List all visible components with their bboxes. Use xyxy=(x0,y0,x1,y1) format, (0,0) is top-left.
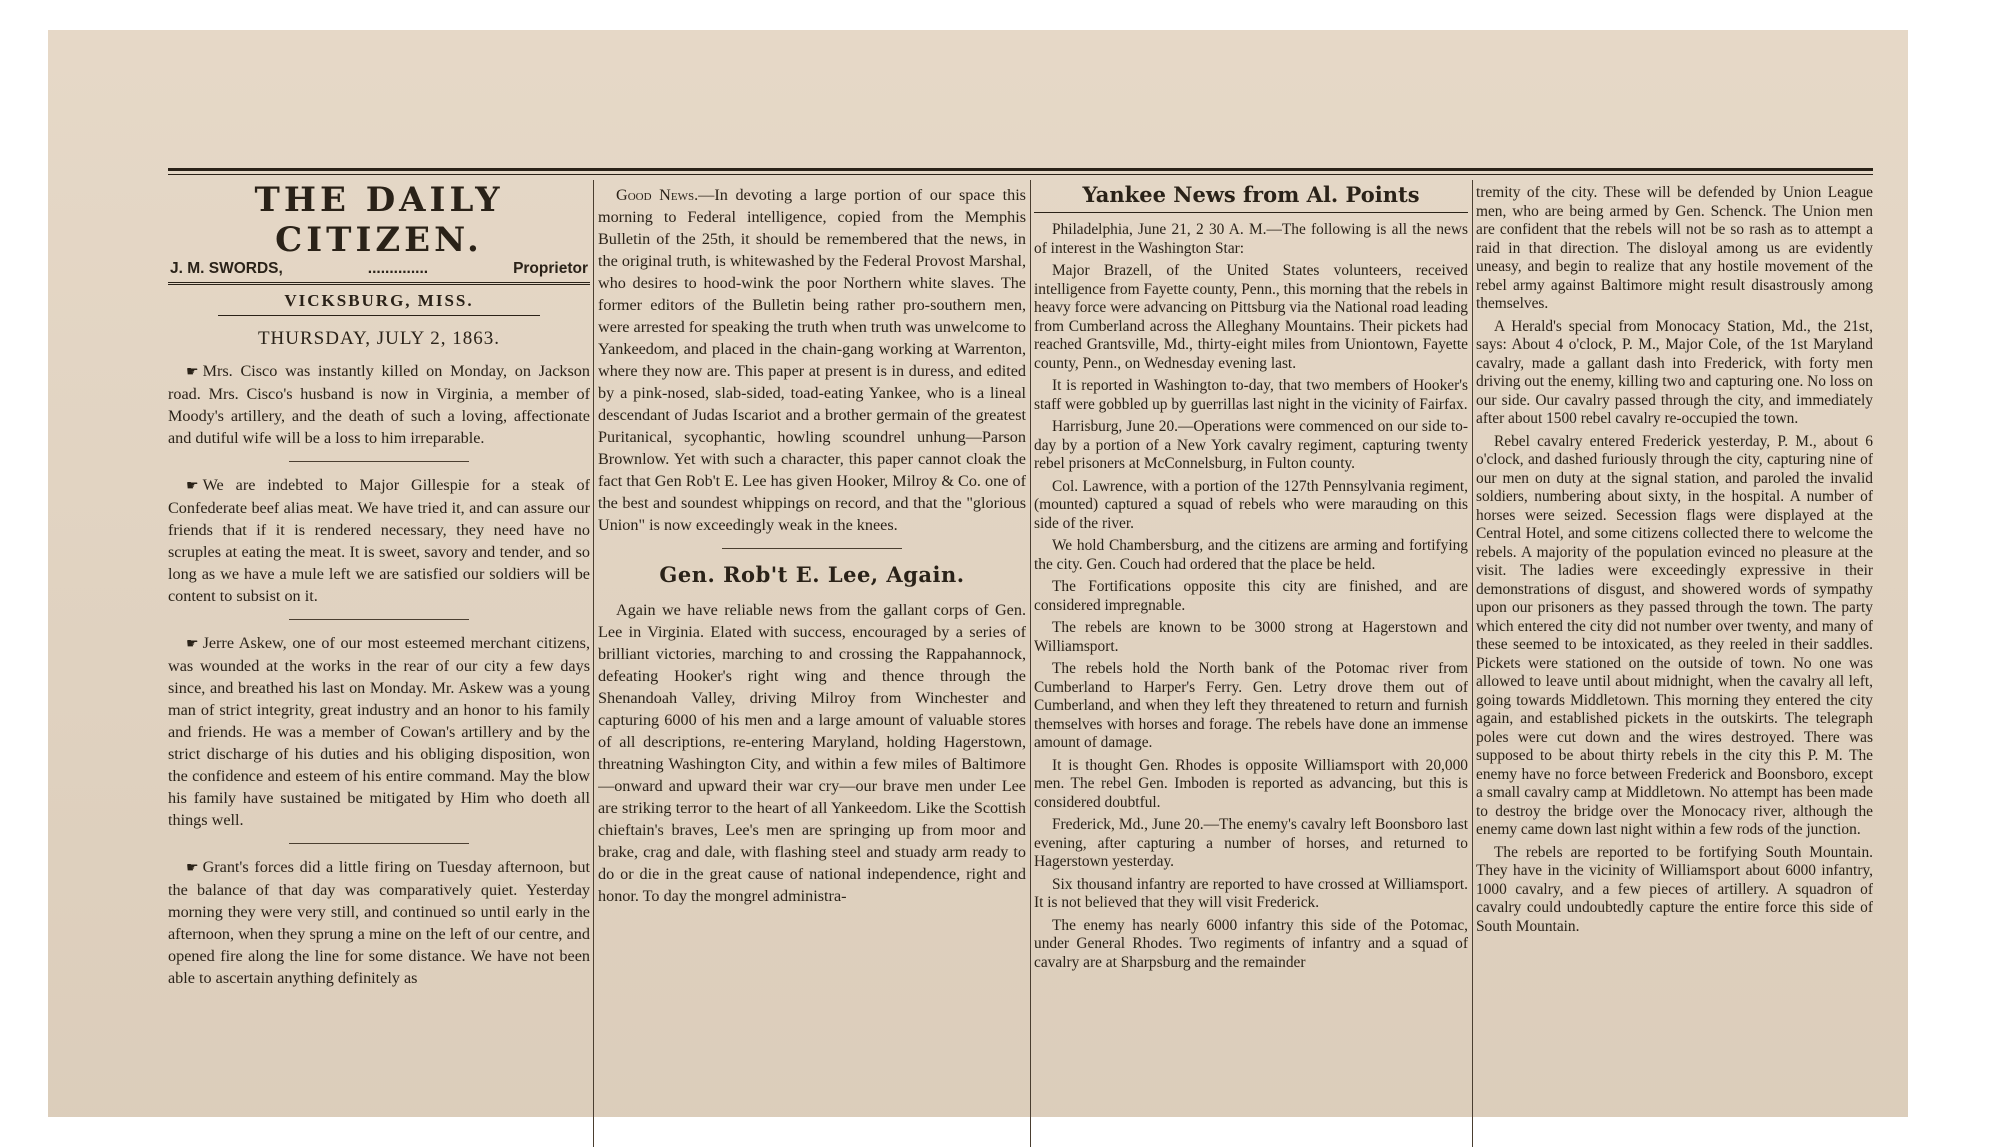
proprietor-name: J. M. SWORDS, xyxy=(170,260,283,277)
date-line: THURSDAY, JULY 2, 1863. xyxy=(257,328,501,349)
column-rule-3 xyxy=(1472,180,1473,1147)
column-rule-2 xyxy=(1030,180,1031,1147)
pointing-hand-icon: ☛ xyxy=(186,364,199,380)
dispatch-paragraph: Frederick, Md., June 20.—The enemy's cavalry left Boonsboro last evening, after capturing a number of horses, and returned to Hagerstown yesterday. xyxy=(1034,816,1468,870)
dispatch-paragraph: Col. Lawrence, with a portion of the 127th Pennsylvania regiment, (mounted) captured a squad of rebels who were marauding on this side of the river. xyxy=(1034,477,1468,532)
column-3 xyxy=(1034,184,1468,1147)
dispatch-paragraph: The rebels hold the North bank of the Potomac river from Cumberland to Harper's Ferry. Gen. Letry drove them out of Cumberland, and when they left they threatened to return and furnish themselves with horses and forage. The rebels have done an immense amount of damage. xyxy=(1034,660,1468,751)
item-divider xyxy=(289,461,469,462)
pointing-hand-icon: ☛ xyxy=(186,478,199,494)
top-rule-thin xyxy=(168,174,1873,175)
dispatch-paragraph: It is thought Gen. Rhodes is opposite Williamsport with 20,000 men. The rebel Gen. Imboden is reported as advancing, but this is considered doubtful. xyxy=(1034,756,1468,811)
pointing-hand-icon: ☛ xyxy=(186,860,199,876)
item-divider xyxy=(722,548,902,549)
column-2 xyxy=(598,184,1026,1147)
column-4 xyxy=(1476,184,1873,1147)
yankee-news-headline: Yankee News from Al. Points xyxy=(1034,184,1468,213)
dispatch-paragraph: The Fortifications opposite this city are finished, and are considered impregnable. xyxy=(1034,578,1468,614)
item-divider xyxy=(289,843,469,844)
good-news-lead: Good News. xyxy=(616,186,699,204)
lee-article: Again we have reliable news from the gallant corps of Gen. Lee in Virginia. Elated with success, encouraged by a series of brilliant victories, marching to and crossing the Rappahannock, defeating Hooker's right wing and thence through the Shenandoah Valley, driving Milroy from Winchester and capturing 6000 of his men and a large amount of valuable stores of all descriptions, re-entering Maryland, holding Hagerstown, threatning Washington City, and within a few miles of Baltimore—onward and upward their war cry—our brave men under Lee are striking terror to the heart of all Yankeedom. Like the Scottish chieftain's braves, Lee's men are springing up from moor and brake, crag and dale, with flashing steel and stuady arm ready to do or die in the great cause of national independence, right and honor. To day the mongrel administra- xyxy=(598,601,1026,905)
item-divider xyxy=(289,619,469,620)
dispatch-paragraph: Rebel cavalry entered Frederick yesterday, P. M., about 6 o'clock, and dashed furiously through the city, capturing nine of our men on duty at the signal station, and paroled the invalid soldiers, numbering about sixty, in the hospital. A number of horses were seized. Secession flags were displayed at the Central Hotel, and some citizens collected there to welcome the rebels. A majority of the population evinced no pleasure at the visit. The ladies were exceedingly expressive in their demonstrations of disgust, and showered words of sympathy upon our prisoners as they passed through the town. The party which entered the city did not number over twenty, and many of these seemed to be intoxicated, as they reeled in their saddles. Pickets were stationed on the outside of town. No one was allowed to leave until about midnight, when the cavalry all left, going towards Middletown. This morning they entered the city again, and established pickets in the outskirts. The telegraph poles were cut down and the wires destroyed. There was supposed to be about thirty rebels in the city this P. M. The enemy have no force between Frederick and Boonsboro, except a small cavalry camp at Middletown. No attempt has been made to destroy the bridge over the Monocacy river, although the enemy came down last night within a few rods of the junction. xyxy=(1476,432,1873,838)
good-news-article: Good News.—In devoting a large portion of our space this morning to Federal intelligence, copied from the Memphis Bulletin of the 25th, it should be remembered that the news, in the original truth, is whitewashed by the Federal Provost Marshal, who desires to hood-wink the poor Northern white slaves. The former editors of the Bulletin being rather pro-southern men, were arrested for speaking the truth when truth was unwelcome to Yankeedom, and placed in the chain-gang working at Warrenton, where they now are. This paper at present is in duress, and edited by a pink-nosed, slab-sided, toad-eating Yankee, who is a lineal descendant of Judas Iscariot and a brother germain of the greatest Puritanical, sycophantic, howling scoundrel unhung—Parson Brownlow. Yet with such a character, this paper cannot cloak the fact that Gen Rob't E. Lee has given Hooker, Milroy & Co. one of the best and soundest whippings on record, and that the "glorious Union" is now exceedingly weak in the knees. xyxy=(598,186,1026,534)
dispatch-paragraph: We hold Chambersburg, and the citizens are arming and fortifying the city. Gen. Couch had ordered that the place be held. xyxy=(1034,537,1468,573)
news-item-grant: ☛ Grant's forces did a little firing on Tuesday afternoon, but the balance of that day was comparatively quiet. Yesterday morning they were very still, and continued so until early in the afternoon, when they sprung a mine on the left of our centre, and opened fire along the line for some distance. We have not been able to ascertain anything definitely as xyxy=(168,858,590,987)
place-line: VICKSBURG, MISS. xyxy=(218,285,540,316)
dispatch-paragraph: It is reported in Washington to-day, that two members of Hooker's staff were gobbled up by guerrillas last night in the vicinity of Fairfax. xyxy=(1034,377,1468,413)
lee-headline: Gen. Rob't E. Lee, Again. xyxy=(659,562,965,587)
dispatch-paragraph: tremity of the city. These will be defended by Union League men, who are being armed by Gen. Schenck. The Union men are confident that the rebels will not be so rash as to attempt a raid in that direction. The disloyal among us are evidently uneasy, and begin to realize that any hostile movement of the rebel army against Baltimore might result disastrously among themselves. xyxy=(1476,184,1873,312)
dispatch-paragraph: The rebels are known to be 3000 strong at Hagerstown and Williamsport. xyxy=(1034,619,1468,655)
top-rule xyxy=(168,168,1873,171)
news-item-askew: ☛ Jerre Askew, one of our most esteemed merchant citizens, was wounded at the works in the rear of our city a few days since, and breathed his last on Monday. Mr. Askew was a young man of strict integrity, great industry and an honor to his family and friends. He was a member of Cowan's artillery and by the strict discharge of his duties and his obliging disposition, won the confidence and esteem of his entire command. May the blow his family have sustained be mitigated by Him who doeth all things well. xyxy=(168,634,590,829)
news-item-cisco: ☛ Mrs. Cisco was instantly killed on Monday, on Jackson road. Mrs. Cisco's husband is now in Virginia, a member of Moody's artillery, and the death of such a loving, affectionate and dutiful wife will be a loss to him irreparable. xyxy=(168,362,590,447)
dispatch-paragraph: Major Brazell, of the United States volunteers, received intelligence from Fayette county, Penn., this morning that the rebels in heavy force were advancing on Pittsburg via the National road leading from Cumberland across the Alleghany Mountains. Their pickets had reached Grantsville, Md., thirty-eight miles from Uniontown, Fayette county, Penn., on Wednesday evening last. xyxy=(1034,262,1468,372)
masthead-title: THE DAILY CITIZEN. xyxy=(254,184,504,260)
column-rule-1 xyxy=(593,180,594,1147)
newspaper-sheet xyxy=(48,30,1908,1117)
column-1 xyxy=(168,184,590,1147)
news-item-gillespie: ☛ We are indebted to Major Gillespie for a steak of Confederate beef alias meat. We have tried it, and can assure our friends that if it is rendered necessary, they need have no scruples at eating the meat. It is sweet, savory and tender, and so long as we have a mule left we are satisfied our soldiers will be content to subsist on it. xyxy=(168,476,590,605)
dispatch-paragraph: Philadelphia, June 21, 2 30 A. M.—The following is all the news of interest in the Washington Star: xyxy=(1034,221,1468,257)
pointing-hand-icon: ☛ xyxy=(186,636,199,652)
dispatch-paragraph: The enemy has nearly 6000 infantry this side of the Potomac, under General Rhodes. Two regiments of infantry and a squad of cavalry are at Sharpsburg and the remainder xyxy=(1034,916,1468,971)
dispatch-paragraph: Six thousand infantry are reported to have crossed at Williamsport. It is not believed that they will visit Frederick. xyxy=(1034,875,1468,911)
dispatch-paragraph: A Herald's special from Monocacy Station, Md., the 21st, says: About 4 o'clock, P. M., Major Cole, of the 1st Maryland cavalry, made a gallant dash into Frederick, with forty men driving out the enemy, killing two and capturing one. No loss on our side. Our cavalry passed through the city, and immediately after about 1500 rebel cavalry re-occupied the town. xyxy=(1476,317,1873,427)
dispatch-paragraph: The rebels are reported to be fortifying South Mountain. They have in the vicinity of Williamsport about 6000 infantry, 1000 cavalry, and a few pieces of artillery. A squadron of cavalry could undoubtedly capture the entire force this side of South Mountain. xyxy=(1476,843,1873,935)
proprietor-dots: .............. xyxy=(367,260,429,277)
dispatch-paragraph: Harrisburg, June 20.—Operations were commenced on our side to-day by a portion of a New York cavalry regiment, capturing twenty rebel prisoners at McConnelsburg, in Fulton county. xyxy=(1034,418,1468,472)
newspaper-page xyxy=(168,168,1873,1147)
proprietor-line xyxy=(168,260,590,285)
proprietor-label: Proprietor xyxy=(513,260,588,277)
